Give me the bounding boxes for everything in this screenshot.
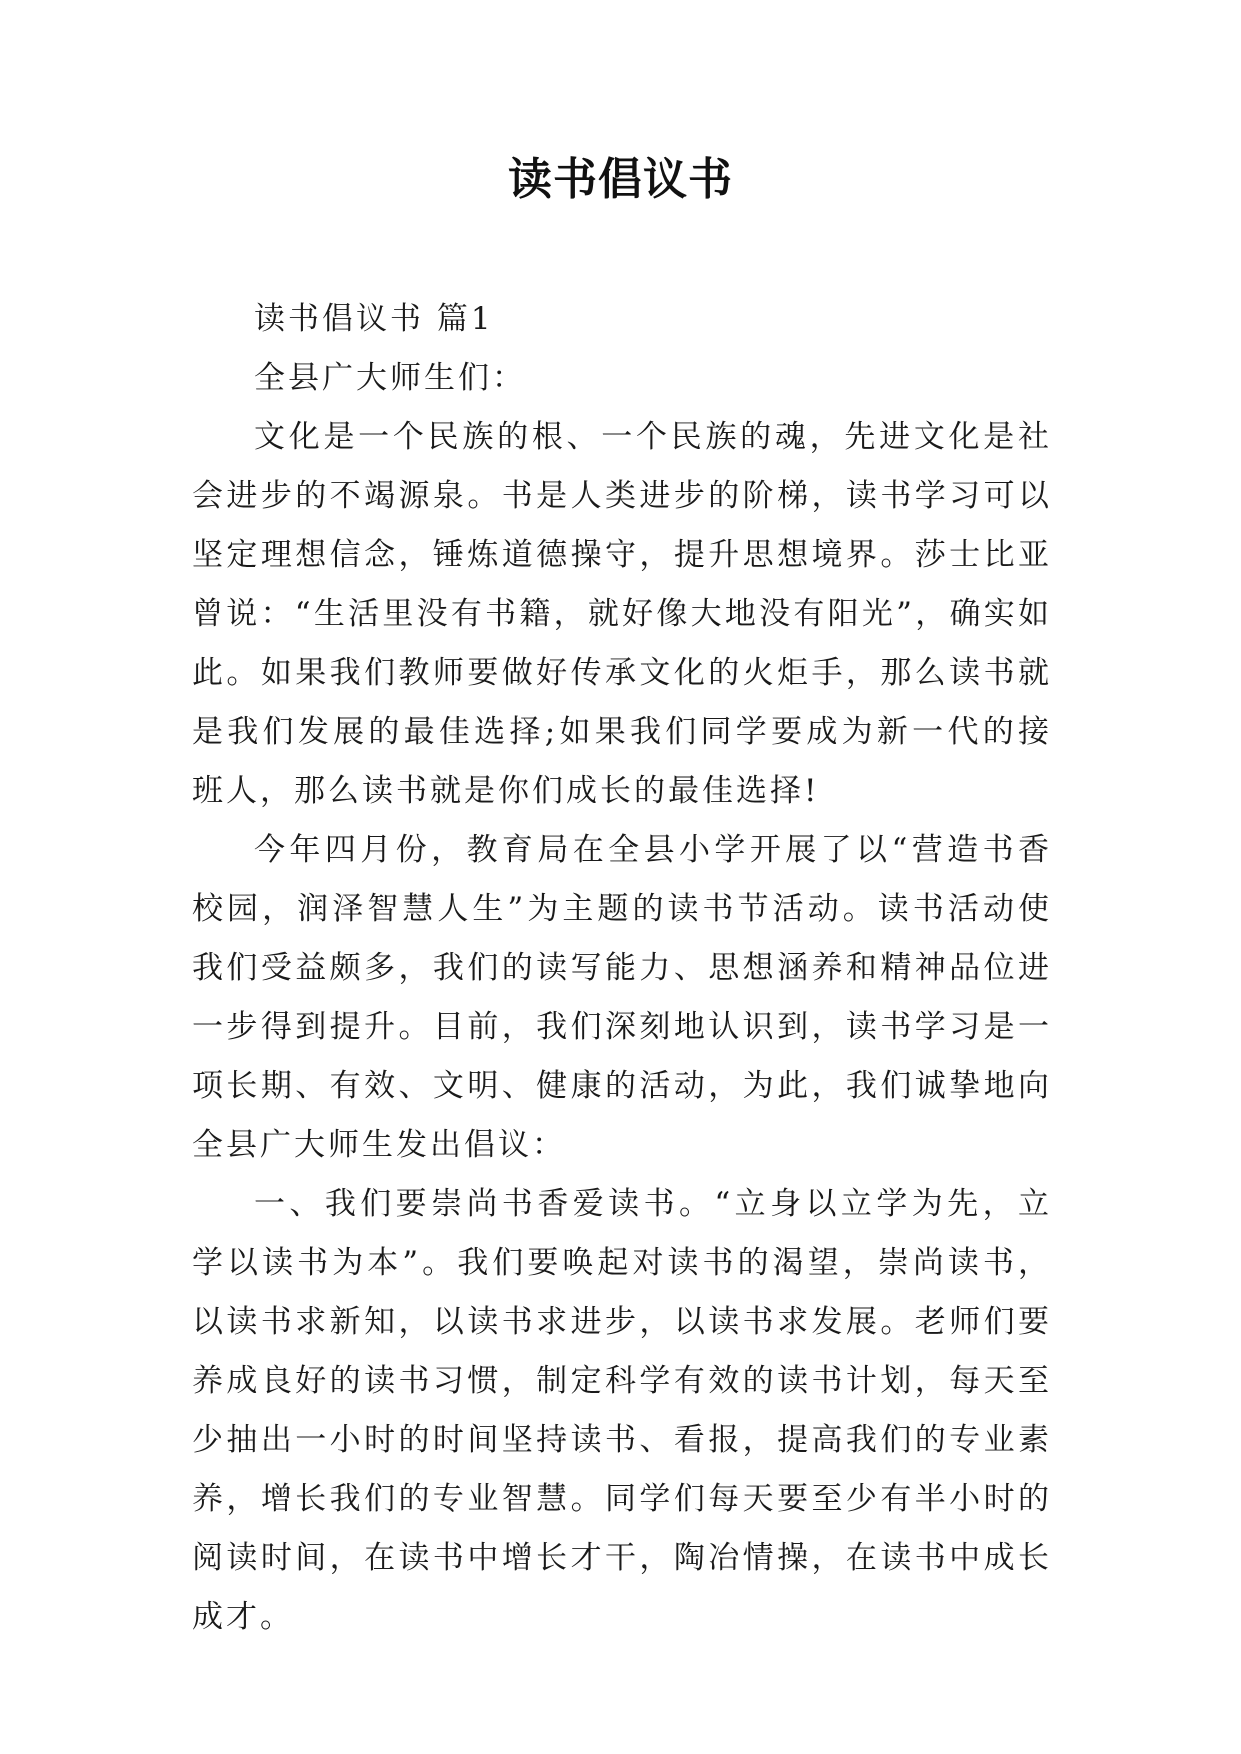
salutation: 全县广大师生们： <box>254 360 526 396</box>
body-paragraph: 一、我们要崇尚书香爱读书。“立身以立学为先，立学以读书为本”。我们要唤起对读书的渴望，崇尚读书，以读书求新知，以读书求进步，以读书求发展。老师们要养成良好的读书习惯，制定科学有效的读书计划，每天至少抽出一小时的时间坚持读书、看报，提高我们的专业素养，增长我们的专业智慧。同学们每天要至少有半小时的阅读时间，在读书中增长才干，陶冶情操，在读书中成长成才。 <box>192 1186 1052 1635</box>
document-body <box>192 290 1052 1647</box>
body-paragraph: 文化是一个民族的根、一个民族的魂，先进文化是社会进步的不竭源泉。书是人类进步的阶梯，读书学习可以坚定理想信念，锤炼道德操守，提升思想境界。莎士比亚曾说：“生活里没有书籍，就好像大地没有阳光”，确实如此。如果我们教师要做好传承文化的火炬手，那么读书就是我们发展的最佳选择;如果我们同学要成为新一代的接班人，那么读书就是你们成长的最佳选择! <box>192 419 1052 809</box>
section-heading: 读书倡议书 篇1 <box>254 301 494 337</box>
body-paragraph: 今年四月份，教育局在全县小学开展了以“营造书香校园，润泽智慧人生”为主题的读书节活动。读书活动使我们受益颇多，我们的读写能力、思想涵养和精神品位进一步得到提升。目前，我们深刻地认识到，读书学习是一项长期、有效、文明、健康的活动，为此，我们诚挚地向全县广大师生发出倡议： <box>192 832 1052 1163</box>
document-title: 读书倡议书 <box>508 154 733 205</box>
